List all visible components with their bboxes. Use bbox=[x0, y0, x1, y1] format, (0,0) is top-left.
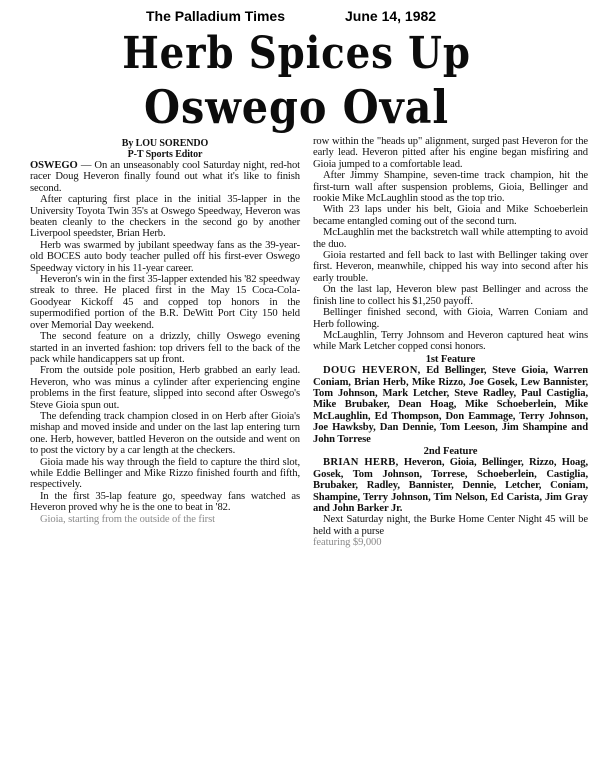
article-paragraph: Gioia restarted and fell back to last with Bellinger taking over first. Heveron, meanwhile, chipped his way into second after his early trouble. bbox=[313, 250, 588, 284]
lead-text: — On an unseasonably cool Saturday night, red-hot racer Doug Heveron finally found out what it's like to finish second. bbox=[30, 160, 300, 194]
article-paragraph: Bellinger finished second, with Gioia, Warren Coniam and Herb following. bbox=[313, 307, 588, 330]
article-paragraph: row within the "heads up" alignment, surged past Heveron for the early lead. Heveron pitted after his engine began misfiring and Gioia jumped to a comfortable lead. bbox=[313, 136, 588, 170]
article-paragraph: From the outside pole position, Herb grabbed an early lead. Heveron, who was minus a cylinder after experiencing engine problems in the first feature, slipped into second after Oswego's Steve Gioia spun out. bbox=[30, 365, 300, 411]
article-paragraph: The second feature on a drizzly, chilly Oswego evening started in an inverted fashion: top drivers fell to the back of the pack while handicappers sat up front. bbox=[30, 331, 300, 365]
article-paragraph: Gioia made his way through the field to capture the third slot, while Eddie Bellinger and Mike Rizzo finished fourth and fifth, respectively. bbox=[30, 456, 300, 491]
masthead bbox=[0, 8, 593, 24]
article-paragraph: After capturing first place in the initial 35-lapper in the University Toyota Twin 35's at Oswego Speedway, Heveron was beaten cleanly to the checkers in the second go by another Liverpool speedster, Brian Herb. bbox=[30, 194, 300, 240]
article-paragraph: After Jimmy Shampine, seven-time track champion, hit the first-turn wall after suspension problems, Gioia, Bellinger and rookie Mike McLaughlin stood as the top trio. bbox=[313, 170, 588, 205]
article-paragraph: In the first 35-lap feature go, speedway fans watched as Heveron proved why he is the one to beat in '82. bbox=[30, 490, 300, 514]
faded-paragraph: featuring $9,000 bbox=[313, 537, 382, 549]
first-feature-winner: DOUG HEVERON, bbox=[323, 365, 421, 377]
first-feature-heading: 1st Feature bbox=[425, 353, 476, 365]
article-paragraph: Herb was swarmed by jubilant speedway fans as the 39-year-old BOCES auto body teacher pulled off his first-ever Oswego Speedway victory in his 11-year career. bbox=[30, 239, 300, 274]
article-paragraph: Heveron's win in the first 35-lapper extended his '82 speedway streak to three. He placed first in the May 15 Coca-Cola-Goodyear Kickoff 45 and copped top honors in the supermodified portion of the B.R. DeWitt Port City 150 held over Memorial Day weekend. bbox=[30, 274, 300, 331]
byline-title: P-T Sports Editor bbox=[127, 149, 203, 160]
article-paragraph: McLaughlin, Terry Johnsom and Heveron captured heat wins while Mark Letcher copped consi honors. bbox=[313, 329, 588, 353]
second-feature-heading: 2nd Feature bbox=[423, 445, 478, 457]
second-feature-finishers: Heveron, Gioia, Bellinger, Rizzo, Hoag, Gosek, Tom Johnson, Torrese, Schoeberlein, Castiglia, Brubaker, Radley, Bannister, Dennie, Letcher, Coniam, Shampine, Terry Johnson, Tim Nelson, Ed Carista, Jim Gray and John Barker Jr. bbox=[313, 457, 588, 514]
article-paragraph: The defending track champion closed in on Herb after Gioia's mishap and moved inside and under on the last lap entering turn one. Herb, however, battled Heveron on the outside and went on to post the victory by a car length at the checkers. bbox=[30, 410, 300, 457]
article-paragraph: With 23 laps under his belt, Gioia and Mike Schoeberlein became entangled coming out of the second turn. bbox=[313, 204, 588, 227]
article-column-left bbox=[30, 138, 300, 525]
publication-date: June 14, 1982 bbox=[345, 8, 437, 24]
newspaper-name: The Palladium Times bbox=[146, 8, 286, 24]
second-feature-winner: BRIAN HERB, bbox=[323, 457, 399, 469]
closing-paragraph: Next Saturday night, the Burke Home Center Night 45 will be held with a purse bbox=[313, 514, 588, 537]
headline-line-2: Oswego Oval bbox=[144, 80, 449, 134]
article-column-right bbox=[313, 136, 588, 549]
first-feature-finishers: Ed Bellinger, Steve Gioia, Warren Coniam, Brian Herb, Mike Rizzo, Joe Gosek, Lew Bannister, Tom Johnson, Mark Letcher, Steve Radley, Paul Castiglia, Mike Brubaker, Dean Hoag, Mike Schoeberlein, Mike McLaughlin, Ed Thompson, Don Eammage, Terry Johnson, Joe Hawksby, Dan Dennie, Tom Leeson, Jim Shampine and John Torrese bbox=[313, 365, 588, 445]
article-paragraph: McLaughlin met the backstretch wall while attempting to avoid the duo. bbox=[313, 227, 588, 250]
dateline: OSWEGO bbox=[30, 160, 78, 171]
lead-paragraph bbox=[30, 160, 300, 194]
faded-paragraph: Gioia, starting from the outside of the first bbox=[40, 513, 215, 525]
article-paragraph: On the last lap, Heveron blew past Bellinger and across the finish line to collect his $1,250 payoff. bbox=[313, 284, 588, 307]
byline-author: By LOU SORENDO bbox=[121, 138, 209, 149]
first-feature-results bbox=[313, 365, 588, 445]
second-feature-results bbox=[313, 457, 588, 514]
headline-line-1: Herb Spices Up bbox=[122, 28, 471, 79]
